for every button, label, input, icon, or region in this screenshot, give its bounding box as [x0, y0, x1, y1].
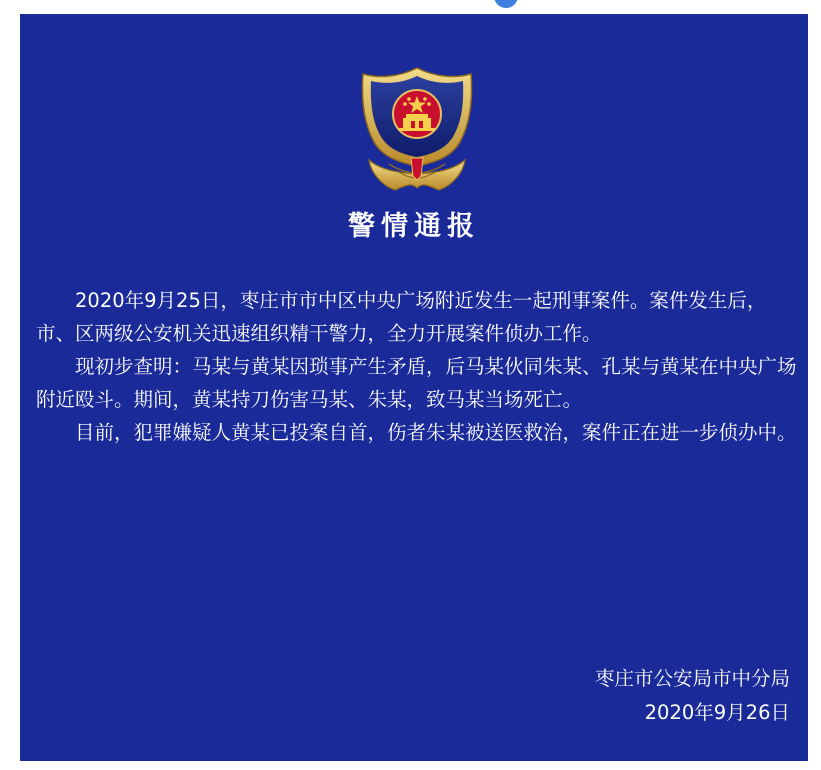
- issue-date: 2020年9月26日: [644, 701, 790, 724]
- page-indicator-dot: [494, 0, 518, 8]
- notice-title: 警情通报: [348, 211, 480, 242]
- notice-paragraph: 目前，犯罪嫌疑人黄某已投案自首，伤者朱某被送医救治，案件正在进一步侦办中。: [75, 421, 797, 444]
- notice-body: [36, 284, 798, 449]
- police-emblem-icon: [359, 64, 475, 198]
- notice-paragraph: 现初步查明：马某与黄某因琐事产生矛盾，后马某伙同朱某、孔某与黄某在中央广场附近殴斗。期间，黄某持刀伤害马某、朱某，致马某当场死亡。: [36, 355, 797, 411]
- notice-signature: [595, 662, 790, 730]
- police-notice-card: [20, 14, 808, 761]
- issuer-name: 枣庄市公安局市中分局: [594, 667, 790, 690]
- notice-paragraph: 2020年9月25日，枣庄市市中区中央广场附近发生一起刑事案件。案件发生后，市、区两级公安机关迅速组织精干警力，全力开展案件侦办工作。: [36, 289, 767, 345]
